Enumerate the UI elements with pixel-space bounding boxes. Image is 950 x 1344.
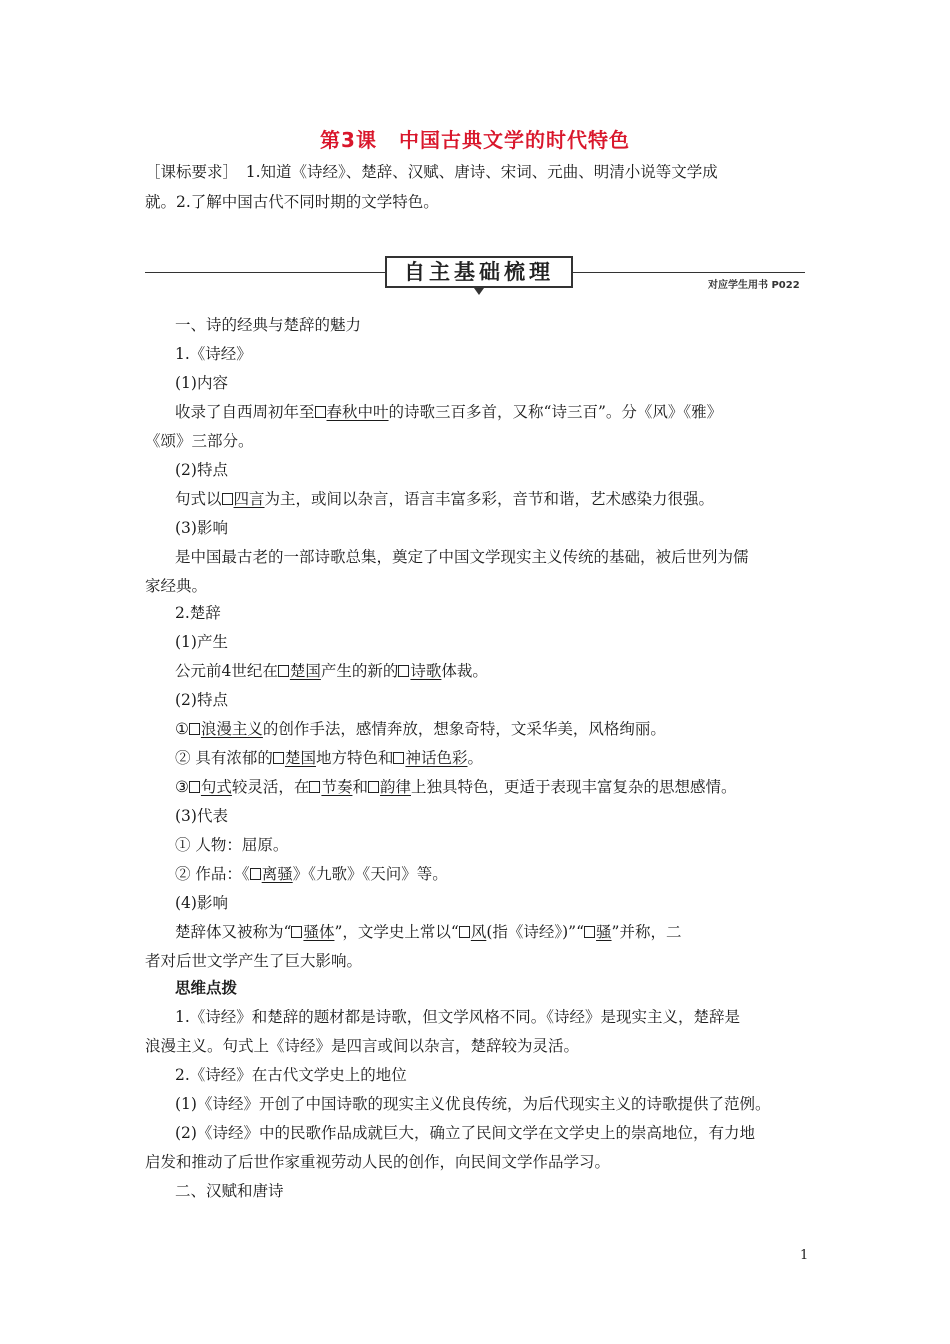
thinking-point-2-2b: 启发和推动了后世作家重视劳动人民的创作，向民间文学作品学习。	[145, 1153, 611, 1171]
banner-rule-right	[573, 272, 805, 273]
fill-blank: 韵律	[368, 778, 411, 796]
requirements-line-1: ［课标要求］ 1.知道《诗经》、楚辞、汉赋、唐诗、宋词、元曲、明清小说等文学成	[145, 163, 718, 181]
checkbox-icon	[222, 493, 233, 505]
banner-reference: 对应学生用书 P022	[708, 280, 800, 291]
thinking-point-1b: 浪漫主义。句式上《诗经》是四言或间以杂言，楚辞较为灵活。	[145, 1037, 580, 1055]
representative-works: ② 作品：《 离骚》《九歌》《天问》等。	[175, 865, 448, 883]
checkbox-icon	[393, 752, 404, 764]
fill-blank: 风	[459, 923, 487, 941]
checkbox-icon	[278, 665, 289, 677]
content-line-2: 《颂》三部分。	[145, 432, 254, 450]
banner-pointer-icon	[474, 288, 484, 295]
fill-blank: 骚	[584, 923, 612, 941]
feature-heading: (2)特点	[175, 461, 228, 479]
thinking-point-1a: 1.《诗经》和楚辞的题材都是诗歌，但文学风格不同。《诗经》是现实主义，楚辞是	[175, 1008, 741, 1026]
chuci-influence-heading: (4)影响	[175, 894, 228, 912]
fill-blank: 春秋中叶	[315, 403, 389, 421]
fill-blank: 楚国	[273, 749, 316, 767]
fill-blank: 浪漫主义	[189, 720, 263, 738]
chuci-influence-line-2: 者对后世文学产生了巨大影响。	[145, 952, 363, 970]
checkbox-icon	[291, 926, 302, 938]
fill-blank: 句式	[189, 778, 232, 796]
checkbox-icon	[250, 868, 261, 880]
checkbox-icon	[189, 781, 200, 793]
content-line-1: 收录了自西周初年至 春秋中叶的诗歌三百多首，又称“诗三百”。分《风》《雅》	[175, 403, 723, 421]
fill-blank: 骚体	[291, 923, 334, 941]
fill-blank: 四言	[222, 490, 265, 508]
checkbox-icon	[189, 723, 200, 735]
section-banner: 自主基础梳理	[385, 256, 573, 288]
checkbox-icon	[309, 781, 320, 793]
page-number: 1	[800, 1248, 809, 1263]
checkbox-icon	[398, 665, 409, 677]
checkbox-icon	[315, 406, 326, 418]
thinking-point-2: 2.《诗经》在古代文学史上的地位	[175, 1066, 407, 1084]
chuci-influence-line-1: 楚辞体又被称为“ 骚体”，文学史上常以“ 风(指《诗经》)”“ 骚”并称，二	[175, 923, 682, 941]
section-heading-2: 二、汉赋和唐诗	[175, 1182, 284, 1200]
representative-person: ① 人物：屈原。	[175, 836, 289, 854]
section-heading-1: 一、诗的经典与楚辞的魅力	[175, 316, 362, 334]
thinking-point-2-2a: (2)《诗经》中的民歌作品成就巨大，确立了民间文学在文学史上的崇高地位，有力地	[175, 1124, 755, 1142]
feature-item-2: ② 具有浓郁的 楚国地方特色和 神话色彩。	[175, 749, 483, 767]
feature-item-3: ③ 句式较灵活，在 节奏和 韵律上独具特色，更适于表现丰富复杂的思想感情。	[175, 778, 737, 796]
feature-line: 句式以 四言为主，或间以杂言，语言丰富多彩，音节和谐，艺术感染力很强。	[175, 490, 715, 508]
feature-item-1: ① 浪漫主义的创作手法，感情奔放，想象奇特，文采华美，风格绚丽。	[175, 720, 666, 738]
checkbox-icon	[273, 752, 284, 764]
fill-blank: 神话色彩	[393, 749, 467, 767]
thinking-heading: 思维点拨	[175, 979, 238, 997]
checkbox-icon	[368, 781, 379, 793]
thinking-point-2-1: (1)《诗经》开创了中国诗歌的现实主义优良传统，为后代现实主义的诗歌提供了范例。	[175, 1095, 771, 1113]
banner-rule-left	[145, 272, 385, 273]
page-title	[0, 124, 950, 153]
origin-line: 公元前4世纪在 楚国产生的新的 诗歌体裁。	[175, 662, 488, 680]
lesson-name: 中国古典文学的时代特色	[398, 128, 630, 152]
influence-line-2: 家经典。	[145, 577, 208, 595]
fill-blank: 楚国	[278, 662, 321, 680]
chuci-feature-heading: (2)特点	[175, 691, 228, 709]
representative-heading: (3)代表	[175, 807, 228, 825]
fill-blank: 节奏	[309, 778, 352, 796]
subheading-chuci: 2.楚辞	[175, 604, 221, 622]
requirements-line-2: 就。2.了解中国古代不同时期的文学特色。	[145, 193, 439, 211]
influence-line-1: 是中国最古老的一部诗歌总集，奠定了中国文学现实主义传统的基础，被后世列为儒	[175, 548, 749, 566]
content-heading: (1)内容	[175, 374, 228, 392]
checkbox-icon	[459, 926, 470, 938]
subheading-shijing: 1.《诗经》	[175, 345, 252, 363]
fill-blank: 诗歌	[398, 662, 441, 680]
fill-blank: 离骚	[250, 865, 293, 883]
checkbox-icon	[584, 926, 595, 938]
origin-heading: (1)产生	[175, 633, 228, 651]
lesson-number: 第3课	[320, 128, 377, 152]
influence-heading: (3)影响	[175, 519, 228, 537]
